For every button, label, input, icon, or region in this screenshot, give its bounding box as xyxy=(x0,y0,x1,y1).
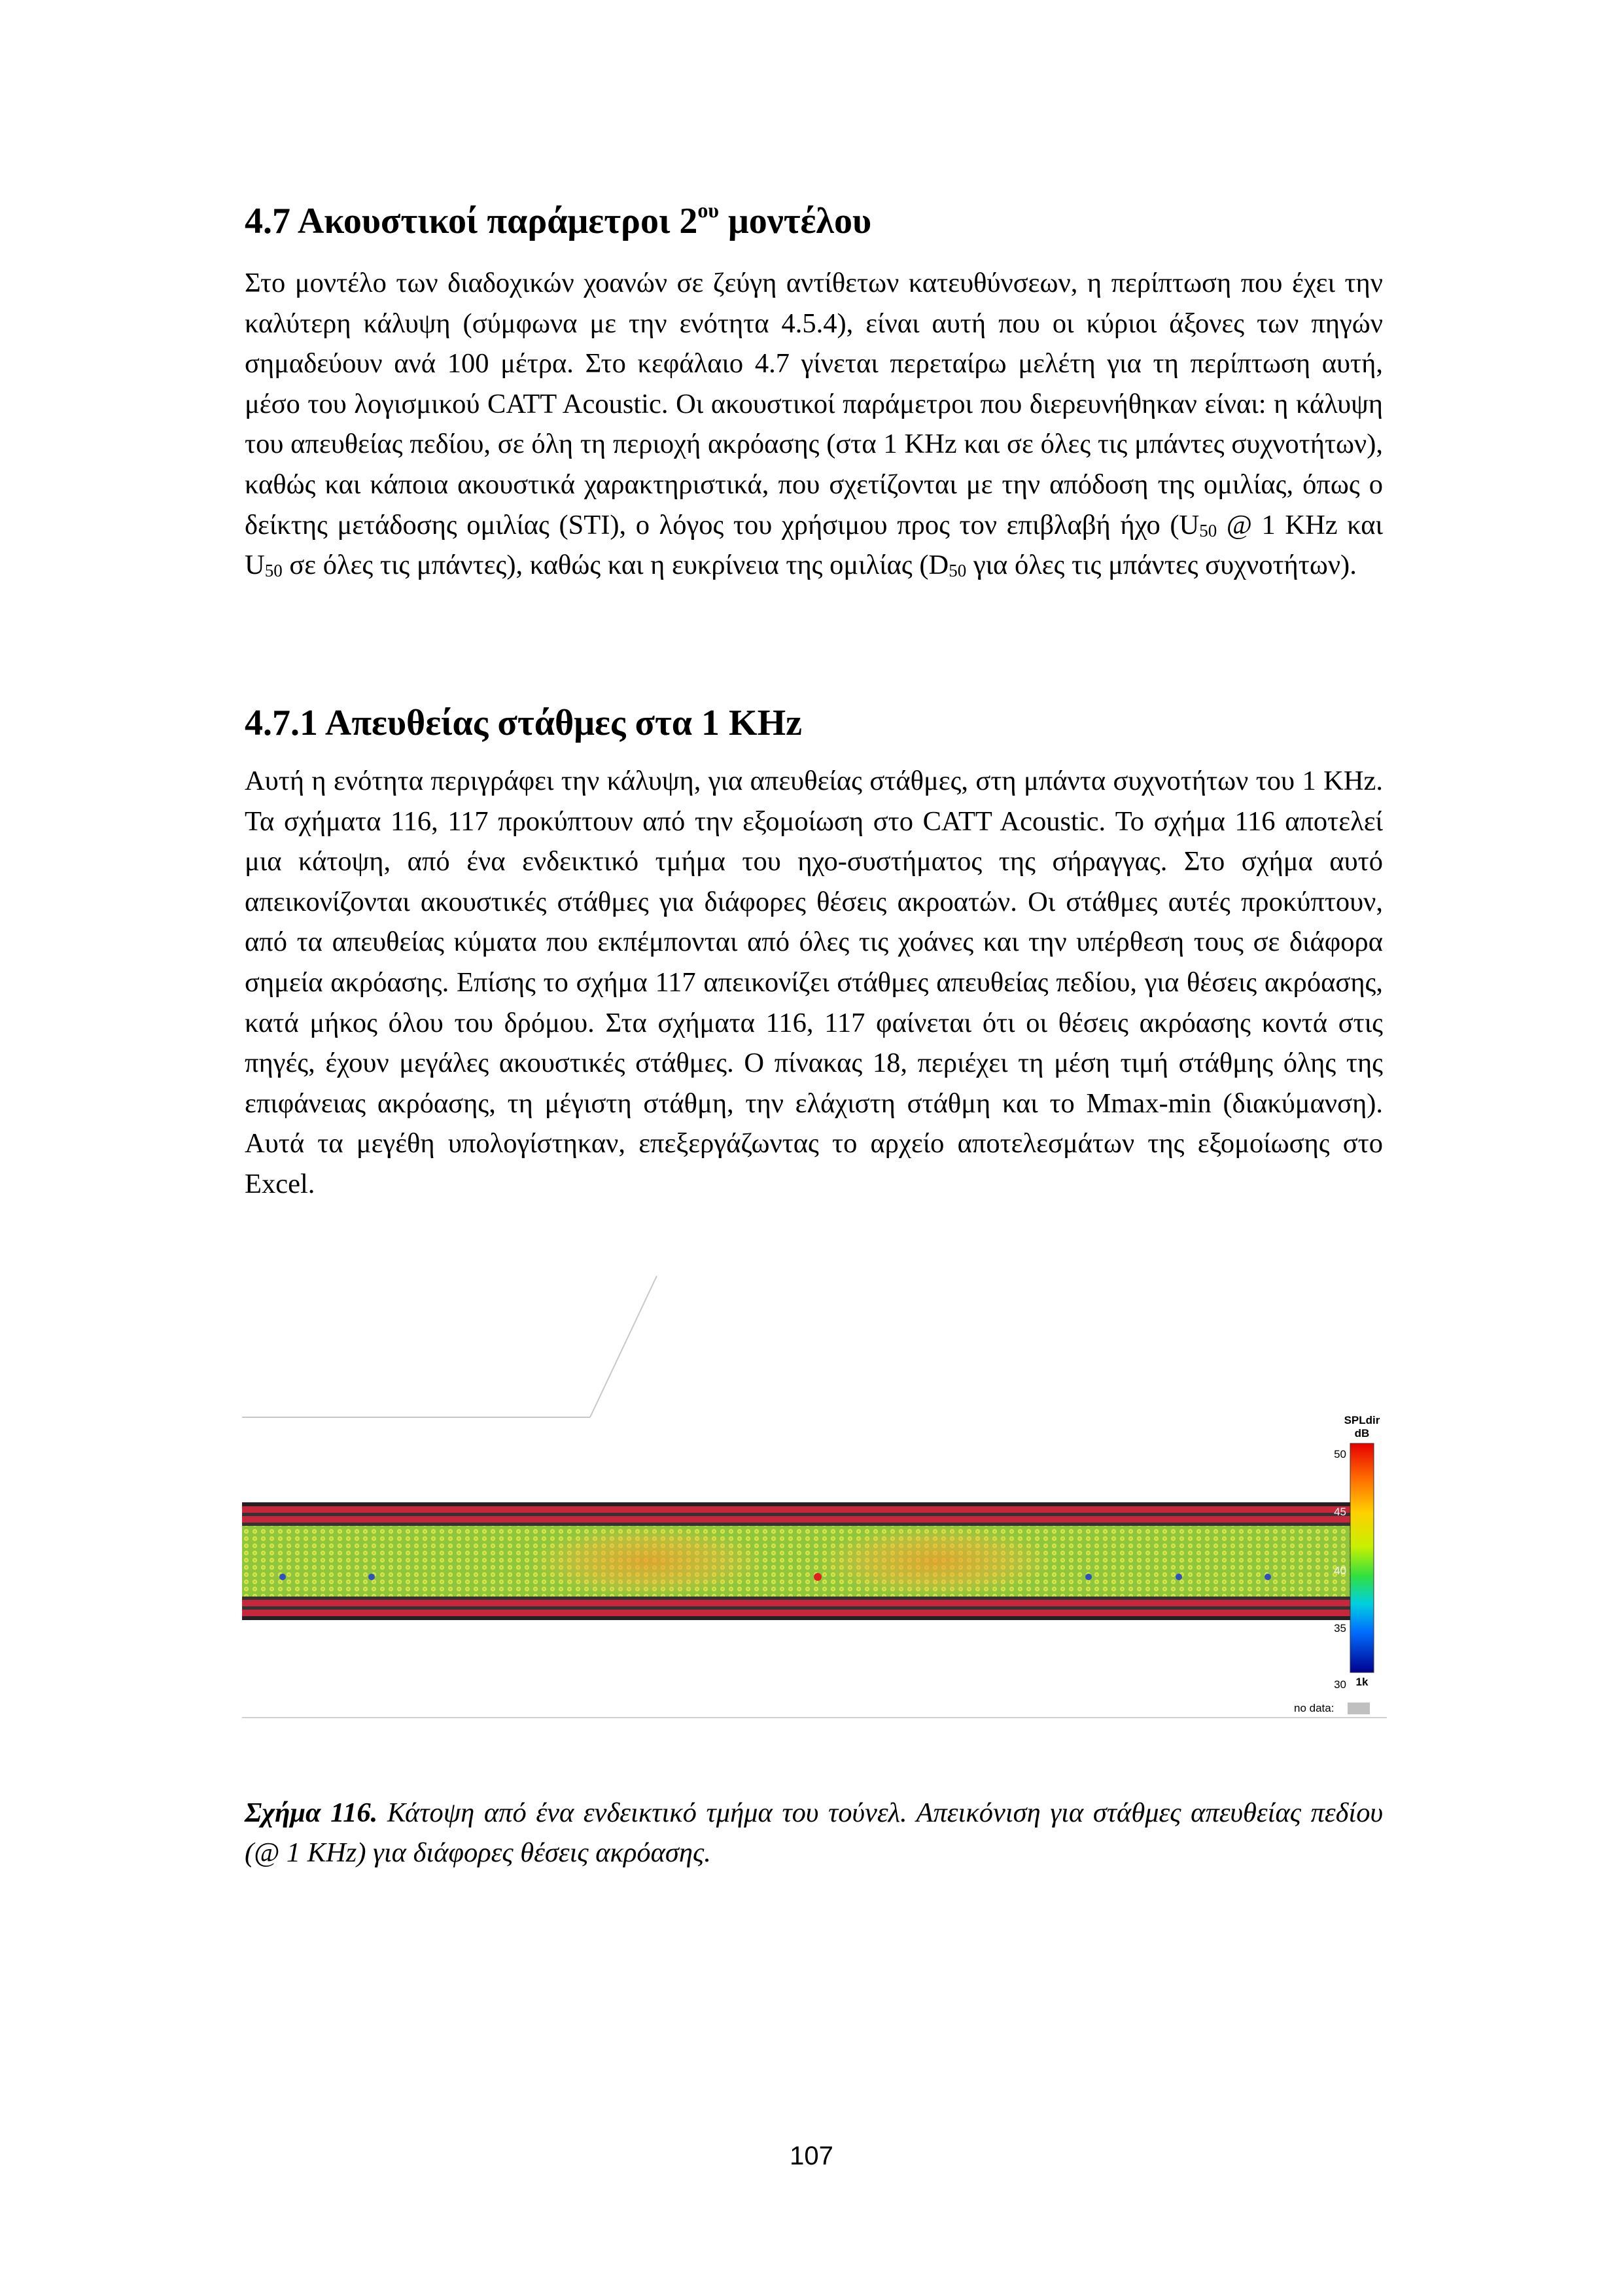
caption-text: Κάτοψη από ένα ενδεικτικό τμήμα του τούνελ. Απεικόνιση για στάθμες απευθείας πεδίου (@ 1 KHz) για διάφορες θέσεις ακρόασης. xyxy=(245,1797,1383,1868)
paragraph-intro-text-4: για όλες τις μπάντες συχνοτήτων). xyxy=(966,550,1357,581)
section-heading xyxy=(245,200,871,239)
legend-tick-30: 30 xyxy=(1334,1678,1346,1691)
legend-tick-45: 45 xyxy=(1334,1506,1346,1518)
subscript-u50-b: 50 xyxy=(264,561,283,581)
figure-border-line-diagonal xyxy=(590,1276,657,1417)
legend-title: SPLdir xyxy=(1344,1414,1380,1426)
figure-116 xyxy=(242,1276,1393,1727)
section-title-before: Ακουστικοί παράμετροι 2 xyxy=(297,201,698,241)
subscript-u50: 50 xyxy=(1199,520,1217,540)
subsection-title: Απευθείας στάθμες στα 1 KHz xyxy=(324,703,802,743)
legend-band-label: 1k xyxy=(1355,1676,1369,1688)
tunnel-top-walls xyxy=(242,1502,1354,1526)
legend-tick-50: 50 xyxy=(1334,1448,1346,1460)
section-number: 4.7 xyxy=(245,201,290,241)
paragraph-intro xyxy=(245,263,1383,586)
figure-svg xyxy=(242,1276,1393,1727)
paragraph-coverage: Αυτή η ενότητα περιγράφει την κάλυψη, για απευθείας στάθμες, στη μπάντα συχνοτήτων του 1 KHz. Τα σχήματα 116, 117 προκύπτουν από την εξομοίωση στο CATT Acoustic. Το σχήμα 116 αποτελεί μια κάτοψη, από ένα ενδεικτικό τμήμα του ηχο-συστήματος της σήραγγας. Στο σχήμα αυτό απεικονίζονται ακουστικές στάθμες για διάφορες θέσεις ακροατών. Οι στάθμες αυτές προκύπτουν, από τα απευθείας κύματα που εκπέμπονται από όλες τις χοάνες και την υπέρθεση τους σε διάφορα σημεία ακρόασης. Επίσης το σχήμα 117 απεικονίζει στάθμες απευθείας πεδίου, για θέσεις ακρόασης, κατά μήκος όλου του δρόμου. Στα σχήματα 116, 117 φαίνεται ότι οι θέσεις ακρόασης κοντά στις πηγές, έχουν μεγάλες ακουστικές στάθμες. Ο πίνακας 18, περιέχει τη μέση τιμή στάθμης όλης της επιφάνειας ακρόασης, τη μέγιστη στάθμη, την ελάχιστη στάθμη και το Mmax-min (διακύμανση). Αυτά τα μεγέθη υπολογίστηκαν, επεξεργάζωντας το αρχείο αποτελεσμάτων της εξομοίωσης στο Excel. xyxy=(245,766,1383,1199)
subsection-number: 4.7.1 xyxy=(245,703,318,743)
legend-tick-40: 40 xyxy=(1334,1564,1346,1577)
legend-unit: dB xyxy=(1354,1427,1370,1439)
legend-no-data-label: no data: xyxy=(1294,1702,1335,1714)
legend-tick-35: 35 xyxy=(1334,1622,1346,1634)
section-title-after: μοντέλου xyxy=(718,201,872,241)
spl-map xyxy=(242,1526,1354,1597)
caption-label: Σχήμα 116. xyxy=(245,1797,378,1828)
legend-gradient-bar xyxy=(1350,1443,1374,1672)
tunnel-bottom-walls xyxy=(242,1597,1354,1620)
figure-caption xyxy=(245,1793,1383,1873)
legend-no-data-swatch xyxy=(1348,1703,1370,1714)
section-title-superscript: ου xyxy=(697,198,719,222)
subsection-heading xyxy=(245,705,802,741)
paragraph-intro-text: Στο μοντέλο των διαδοχικών χοανών σε ζεύγη αντίθετων κατευθύνσεων, η περίπτωση που έχει την καλύτερη κάλυψη (σύμφωνα με την ενότητα 4.5.4), είναι αυτή που οι κύριοι άξονες των πηγών σημαδεύουν ανά 100 μέτρα. Στο κεφάλαιο 4.7 γίνεται περεταίρω μελέτη για τη περίπτωση αυτή, μέσο του λογισμικού CATT Acoustic. Οι ακουστικοί παράμετροι που διερευνήθηκαν είναι: η κάλυψη του απευθείας πεδίου, σε όλη τη περιοχή ακρόασης (στα 1 KHz και σε όλες τις μπάντες συχνοτήτων), καθώς και κάποια ακουστικά χαρακτηριστικά, που σχετίζονται με την απόδοση της ομιλίας, όπως ο δείκτης μετάδοσης ομιλίας (STI), ο λόγος του χρήσιμου προς τον επιβλαβή ήχο (U xyxy=(245,268,1383,540)
subscript-d50: 50 xyxy=(949,561,967,581)
paragraph-intro-text-3: σε όλες τις μπάντες), καθώς και η ευκρίνεια της ομιλίας (D xyxy=(282,550,949,581)
page-number: 107 xyxy=(790,2142,833,2170)
paragraph-intro-text-2: @ 1 KHz και U xyxy=(245,509,1383,581)
